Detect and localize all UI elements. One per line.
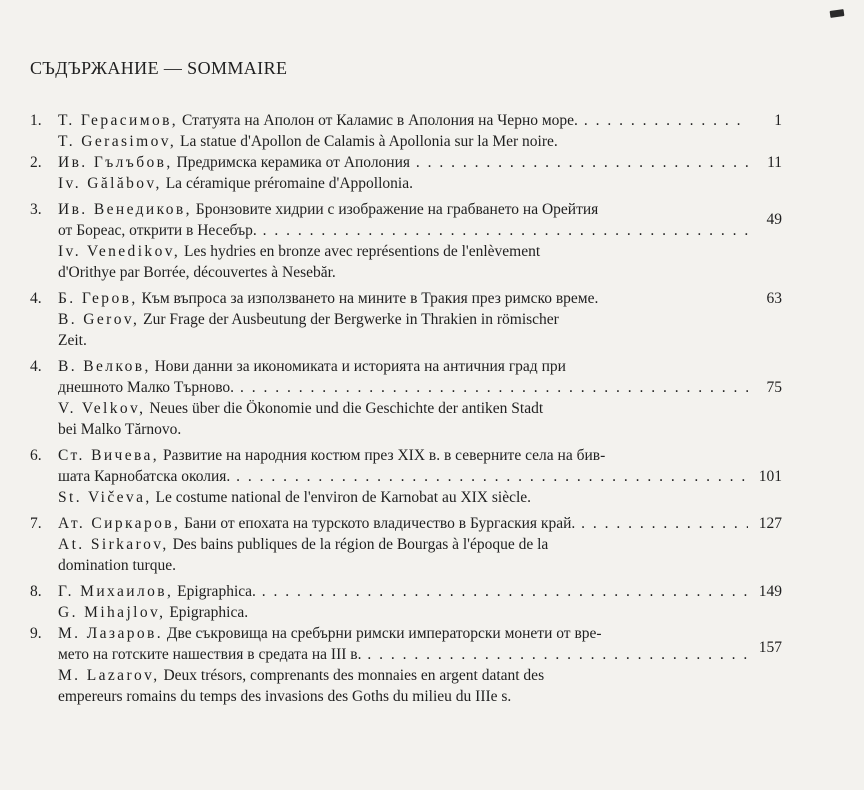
entry-number: 9. [30,625,42,642]
bg-line-2: шата Карнобатска околия. . . . [0,466,748,487]
toc-entry [0,356,864,440]
entry-number: 6. [30,447,42,464]
title-bg: Статуята на Аполон от Каламис в Аполония на Черно море. [181,112,578,129]
toc-entry [0,199,864,283]
author-fr: M. Lazarov, [58,667,160,684]
page-number: 75 [766,379,782,396]
entry-number: 2. [30,154,42,171]
bg-line-2: от Бореас, открити в Несебър. . . . [0,220,748,241]
entry-number: 4. [30,290,42,307]
page-number: 157 [758,639,782,656]
entry-number: 7. [30,515,42,532]
toc-entry [0,513,864,576]
fr-line-2: d'Orithye par Borrée, découvertes à Nesebăr. [58,264,336,281]
author-fr: Iv. Venedikov, [58,243,181,260]
author-fr: Iv. Gălăbov, [58,175,162,192]
fr-line [0,534,748,555]
page-number: 127 [758,515,782,532]
title-bg: Бронзовите хидрии с изображение на грабването на Орейтия [195,201,599,218]
title-fr: Le costume national de l'environ de Karnobat au XIX siècle. [155,489,532,506]
fr-line [0,173,748,194]
page-number: 1 [774,112,782,129]
bg-line [0,110,748,131]
author-bg: В. Велков, [58,358,151,375]
table-of-contents [0,110,864,707]
page-number: 63 [766,290,782,307]
toc-entry [0,581,864,623]
fr-line [0,398,748,419]
author-bg: Ат. Сиркаров, [58,515,181,532]
author-fr: St. Vičeva, [58,489,152,506]
toc-entry [0,152,864,194]
bg-line-2: днешното Малко Търново. . . . [0,377,748,398]
bg-line [0,152,748,173]
bg-line [0,623,748,644]
toc-entry [0,110,864,152]
title-fr: Des bains publiques de la région de Bourgas à l'époque de la [172,536,549,553]
page-number: 49 [766,211,782,228]
fr-line-2: domination turque. [58,557,176,574]
entry-number: 3. [30,201,42,218]
page-number: 149 [758,583,782,600]
fr-line [0,309,748,330]
title-bg: Epigraphica. [177,583,256,600]
title-bg: Към въпроса за използването на мините в Тракия през римско време. [141,290,599,307]
author-fr: T. Gerasimov, [58,133,177,150]
toc-entry [0,623,864,707]
title-fr: Deux trésors, comprenants des monnaies en argent datant des [163,667,545,684]
bg-line-2: мето на готските нашествия в средата на III в. . . . [0,644,748,665]
author-bg: Г. Михаилов, [58,583,174,600]
title-bg: Развитие на народния костюм през XIX в. в северните села на бив- [162,447,606,464]
author-bg: М. Лазаров. [58,625,164,642]
title-bg: Бани от епохата на турското владичество в Бургаския край. [184,515,576,532]
author-fr: At. Sirkarov, [58,536,169,553]
fr-line [0,241,748,262]
title-fr: Neues über die Ökonomie und die Geschichte der antiken Stadt [149,400,544,417]
entry-number: 1. [30,112,42,129]
bg-line [0,288,748,309]
fr-line-2: bei Malko Tărnovo. [58,421,182,438]
title-fr: La statue d'Apollon de Calamis à Apollonia sur la Mer noire. [180,133,558,150]
bg-line [0,199,748,220]
author-bg: Б. Геров, [58,290,138,307]
page-title: СЪДЪРЖАНИЕ — SOMMAIRE [30,58,288,78]
entry-number: 4. [30,358,42,375]
title-bg: Нови данни за икономиката и историята на античния град при [154,358,566,375]
bg-line [0,513,748,534]
author-bg: Ст. Вичева, [58,447,160,464]
bg-line [0,445,748,466]
fr-line-2: empereurs romains du temps des invasions des Goths du milieu du IIIe s. [58,688,512,705]
author-bg: Ив. Венедиков, [58,201,192,218]
page-number: 11 [767,154,782,171]
entry-number: 8. [30,583,42,600]
author-fr: B. Gerov, [58,311,140,328]
title-bg: Предримска керамика от Аполония [176,154,411,171]
title-bg: Две съкровища на сребърни римски императорски монети от вре- [166,625,602,642]
bg-line [0,581,748,602]
fr-line-2: Zeit. [58,332,87,349]
author-fr: G. Mihajlov, [58,604,166,621]
fr-line [0,487,748,508]
title-fr: Epigraphica. [169,604,249,621]
title-fr: Les hydries en bronze avec représentions de l'enlèvement [184,243,541,260]
title-fr: Zur Frage der Ausbeutung der Bergwerke in Thrakien in römischer [143,311,559,328]
toc-entry [0,288,864,351]
fr-line [0,602,748,623]
bg-line [0,356,748,377]
fr-line [0,131,748,152]
scan-mark [830,9,845,18]
toc-entry [0,445,864,508]
author-bg: Т. Герасимов, [58,112,179,129]
page-number: 101 [758,468,782,485]
author-fr: V. Velkov, [58,400,146,417]
author-bg: Ив. Гълъбов, [58,154,173,171]
fr-line [0,665,748,686]
title-fr: La céramique préromaine d'Appollonia. [165,175,413,192]
